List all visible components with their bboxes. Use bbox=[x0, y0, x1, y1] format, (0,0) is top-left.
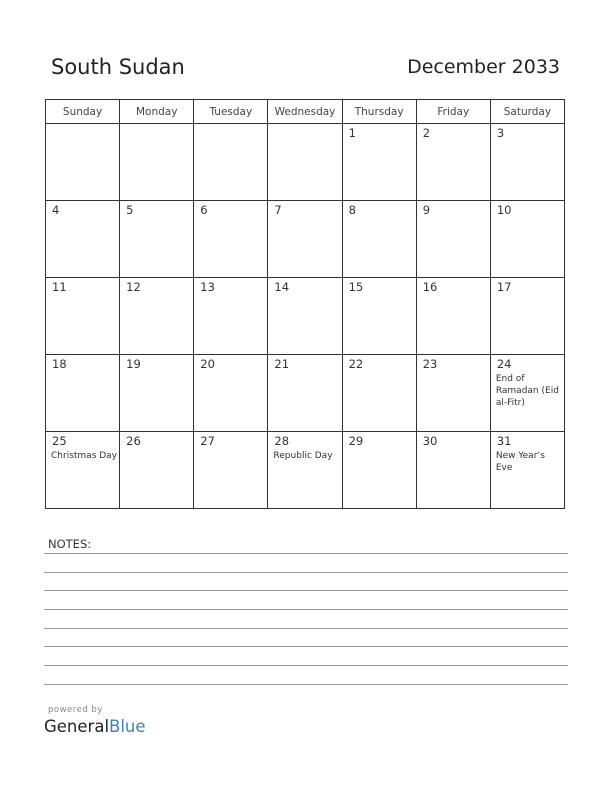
calendar-day-cell bbox=[120, 278, 194, 355]
holiday-label: Republic Day bbox=[273, 451, 333, 461]
day-number: 29 bbox=[348, 434, 364, 448]
calendar-day-cell bbox=[46, 355, 120, 432]
note-line bbox=[44, 553, 568, 554]
weekday-header: Thursday bbox=[342, 100, 416, 124]
day-number: 17 bbox=[496, 280, 512, 294]
calendar-day-cell bbox=[268, 355, 342, 432]
day-number: 7 bbox=[274, 203, 282, 217]
calendar-day-cell bbox=[120, 355, 194, 432]
month-year-title: December 2033 bbox=[407, 56, 560, 78]
calendar-day-cell bbox=[416, 124, 490, 201]
notes-label: NOTES: bbox=[48, 537, 92, 551]
day-number: 16 bbox=[422, 280, 438, 294]
calendar-day-cell bbox=[120, 432, 194, 509]
calendar-week-row bbox=[46, 201, 565, 278]
weekday-header: Wednesday bbox=[268, 100, 342, 124]
calendar-day-cell bbox=[342, 201, 416, 278]
calendar-day-cell bbox=[194, 432, 268, 509]
calendar-day-cell bbox=[268, 201, 342, 278]
day-number: 9 bbox=[422, 203, 431, 217]
calendar-day-cell bbox=[194, 201, 268, 278]
day-number: 24 bbox=[496, 357, 512, 371]
calendar-day-cell bbox=[342, 124, 416, 201]
calendar-day-cell bbox=[120, 201, 194, 278]
calendar-week-row bbox=[46, 124, 565, 201]
calendar-day-cell bbox=[194, 124, 268, 201]
holiday-label: Christmas Day bbox=[51, 451, 118, 461]
calendar-week-row bbox=[46, 278, 565, 355]
brand-part-general: General bbox=[44, 717, 110, 736]
day-number: 18 bbox=[52, 357, 67, 371]
day-number: 23 bbox=[422, 357, 438, 371]
day-number: 1 bbox=[348, 126, 356, 140]
weekday-header: Friday bbox=[416, 100, 490, 124]
weekday-header: Tuesday bbox=[194, 100, 268, 124]
note-line bbox=[44, 590, 568, 591]
calendar-day-cell bbox=[416, 355, 490, 432]
day-number: 11 bbox=[52, 280, 67, 294]
calendar-grid bbox=[45, 99, 565, 509]
calendar-day-cell bbox=[194, 355, 268, 432]
calendar-day-cell bbox=[342, 432, 416, 509]
calendar-day-cell bbox=[268, 432, 342, 509]
day-number: 13 bbox=[200, 280, 215, 294]
day-number: 31 bbox=[496, 434, 512, 448]
calendar-day-cell bbox=[342, 355, 416, 432]
calendar-day-cell bbox=[194, 278, 268, 355]
day-number: 3 bbox=[496, 126, 505, 140]
calendar-day-cell bbox=[46, 124, 120, 201]
weekday-header: Saturday bbox=[490, 100, 564, 124]
calendar-day-cell bbox=[342, 278, 416, 355]
calendar-day-cell bbox=[490, 201, 564, 278]
note-line bbox=[44, 665, 568, 666]
calendar-day-cell bbox=[268, 124, 342, 201]
brand-logo bbox=[44, 717, 146, 736]
calendar-day-cell bbox=[268, 278, 342, 355]
day-number: 4 bbox=[52, 203, 60, 217]
calendar-day-cell bbox=[490, 432, 564, 509]
calendar-day-cell bbox=[490, 355, 564, 432]
note-line bbox=[44, 609, 568, 610]
note-line bbox=[44, 572, 568, 573]
country-title: South Sudan bbox=[51, 55, 185, 79]
day-number: 30 bbox=[422, 434, 438, 448]
day-number: 12 bbox=[126, 280, 141, 294]
calendar-week-row bbox=[46, 355, 565, 432]
calendar-day-cell bbox=[120, 124, 194, 201]
day-number: 6 bbox=[200, 203, 208, 217]
day-number: 2 bbox=[422, 126, 431, 140]
calendar-day-cell bbox=[416, 201, 490, 278]
calendar-day-cell bbox=[46, 432, 120, 509]
day-number: 14 bbox=[274, 280, 290, 294]
day-number: 28 bbox=[274, 434, 290, 448]
day-number: 8 bbox=[348, 203, 356, 217]
day-number: 21 bbox=[274, 357, 290, 371]
brand-part-blue: Blue bbox=[109, 717, 146, 736]
day-number: 20 bbox=[200, 357, 215, 371]
powered-by-text: powered by bbox=[48, 705, 103, 715]
note-line bbox=[44, 684, 568, 685]
weekday-header-row bbox=[46, 100, 565, 124]
day-number: 26 bbox=[126, 434, 141, 448]
calendar-day-cell bbox=[46, 201, 120, 278]
day-number: 15 bbox=[348, 280, 364, 294]
note-line bbox=[44, 628, 568, 629]
day-number: 22 bbox=[348, 357, 364, 371]
note-line bbox=[44, 646, 568, 647]
calendar-day-cell bbox=[416, 432, 490, 509]
calendar-day-cell bbox=[490, 278, 564, 355]
holiday-label: New Year’s Eve bbox=[495, 451, 545, 473]
day-number: 19 bbox=[126, 357, 141, 371]
day-number: 27 bbox=[200, 434, 215, 448]
calendar-day-cell bbox=[46, 278, 120, 355]
day-number: 10 bbox=[496, 203, 512, 217]
calendar-day-cell bbox=[490, 124, 564, 201]
calendar-week-row bbox=[46, 432, 565, 509]
day-number: 5 bbox=[126, 203, 134, 217]
day-number: 25 bbox=[52, 434, 67, 448]
holiday-label: End of Ramadan (Eid al-Fitr) bbox=[495, 374, 559, 408]
calendar-day-cell bbox=[416, 278, 490, 355]
weekday-header: Monday bbox=[120, 100, 194, 124]
weekday-header: Sunday bbox=[46, 100, 120, 124]
